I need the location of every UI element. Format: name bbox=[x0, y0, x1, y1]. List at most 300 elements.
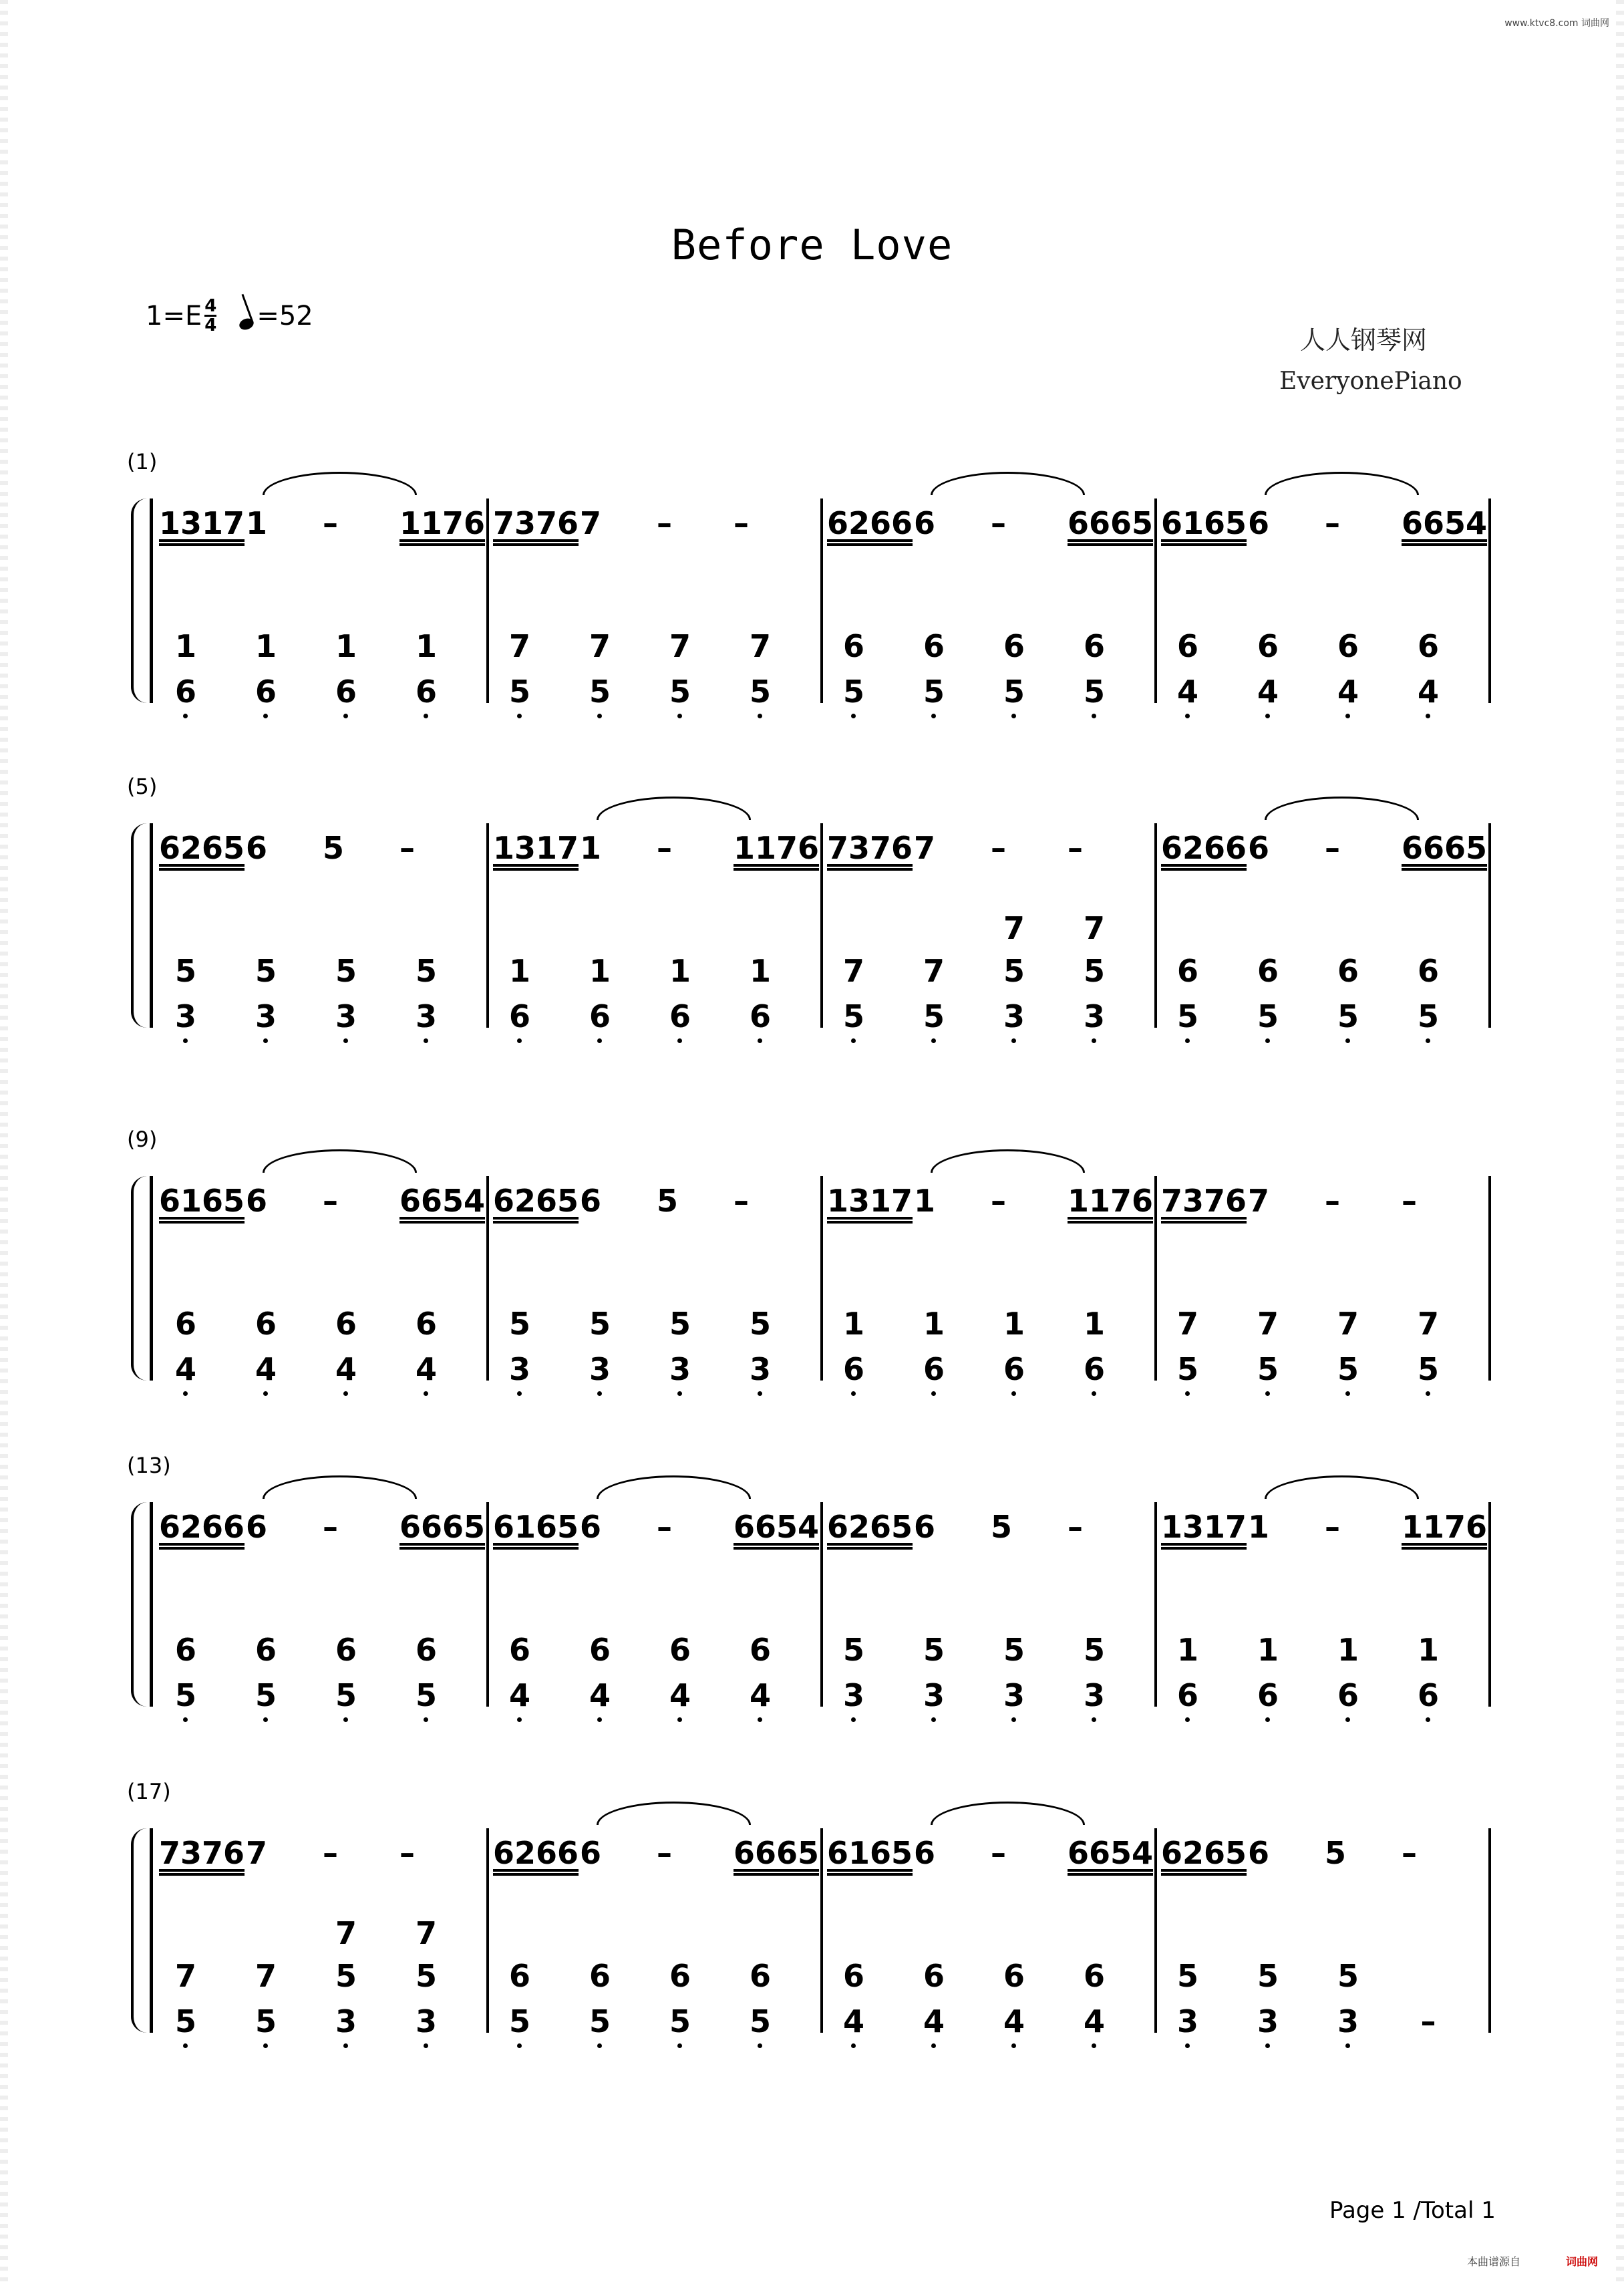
bass-note: 5 bbox=[1257, 998, 1279, 1034]
bass-note: 3 bbox=[1083, 998, 1105, 1034]
bass-note: 5 bbox=[255, 2003, 277, 2039]
treble-note: 6165 bbox=[159, 1183, 245, 1219]
bass-note: 6 bbox=[255, 674, 277, 710]
bass-note: 7 bbox=[749, 628, 771, 664]
brace-icon bbox=[131, 1176, 147, 1381]
end-barline bbox=[1488, 1176, 1491, 1381]
bass-note: 6 bbox=[1337, 953, 1359, 989]
bass-note: 5 bbox=[174, 1677, 196, 1713]
bass-note: 6 bbox=[174, 1632, 196, 1668]
bass-note: 6 bbox=[589, 998, 611, 1034]
bass-note: 5 bbox=[669, 2003, 691, 2039]
bass-note: 6 bbox=[335, 1632, 357, 1668]
barline bbox=[486, 1176, 489, 1381]
bass-note: 4 bbox=[923, 2003, 945, 2039]
treble-note: – bbox=[399, 1835, 415, 1871]
bass-note: 5 bbox=[174, 2003, 196, 2039]
bass-note: 5 bbox=[589, 1306, 611, 1342]
treble-note: 6 bbox=[580, 1183, 602, 1219]
bass-note: 6 bbox=[335, 1306, 357, 1342]
treble-note: 6 bbox=[580, 1509, 602, 1545]
barline bbox=[820, 1502, 823, 1707]
treble-note: 6265 bbox=[1161, 1835, 1247, 1871]
bass-note: 5 bbox=[415, 953, 437, 989]
bass-note: 6 bbox=[1003, 628, 1025, 664]
treble-note: 6 bbox=[246, 830, 268, 866]
treble-note: 7376 bbox=[493, 505, 579, 541]
bass-note: 3 bbox=[1257, 2003, 1279, 2039]
lower-octave-dot bbox=[1185, 1717, 1190, 1722]
bass-note: 4 bbox=[1003, 2003, 1025, 2039]
lower-octave-dot bbox=[1426, 714, 1430, 718]
lower-octave-dot bbox=[1011, 1717, 1016, 1722]
bass-note: 3 bbox=[749, 1351, 771, 1387]
bass-note: 6 bbox=[749, 1632, 771, 1668]
bass-note: 5 bbox=[1257, 1958, 1279, 1994]
bass-note: 1 bbox=[255, 628, 277, 664]
bass-note: 6 bbox=[669, 1958, 691, 1994]
slur-icon bbox=[931, 472, 1085, 495]
bass-note: 6 bbox=[749, 1958, 771, 1994]
lower-octave-dot bbox=[517, 1391, 522, 1396]
bass-note: 6 bbox=[842, 1958, 864, 1994]
bass-note: 1 bbox=[335, 628, 357, 664]
treble-note: 6265 bbox=[493, 1183, 579, 1219]
measure-number: (17) bbox=[127, 1779, 171, 1804]
treble-note: 6 bbox=[1248, 505, 1270, 541]
bass-note: 4 bbox=[335, 1351, 357, 1387]
bass-note: 1 bbox=[1176, 1632, 1198, 1668]
bass-note: 1 bbox=[589, 953, 611, 989]
bass-note: 6 bbox=[174, 674, 196, 710]
bass-note: 6 bbox=[508, 1958, 530, 1994]
lower-octave-dot bbox=[517, 2043, 522, 2048]
bass-note: 6 bbox=[174, 1306, 196, 1342]
treble-note: 1317 bbox=[827, 1183, 913, 1219]
bass-note: 7 bbox=[923, 953, 945, 989]
bass-note: 6 bbox=[255, 1632, 277, 1668]
bass-note: 6 bbox=[1083, 1351, 1105, 1387]
lower-octave-dot bbox=[597, 714, 602, 718]
bass-note: 4 bbox=[508, 1677, 530, 1713]
bass-note: 5 bbox=[589, 674, 611, 710]
lower-octave-dot bbox=[1185, 2043, 1190, 2048]
bass-note: 6 bbox=[842, 628, 864, 664]
lower-octave-dot bbox=[931, 1391, 936, 1396]
bass-note: 6 bbox=[1417, 628, 1439, 664]
bass-note: 3 bbox=[1003, 1677, 1025, 1713]
bass-note: 1 bbox=[669, 953, 691, 989]
page-number: Page 1 /Total 1 bbox=[1329, 2197, 1496, 2224]
treble-note: 1 bbox=[1248, 1509, 1270, 1545]
end-barline bbox=[1488, 1828, 1491, 2033]
treble-note: 7376 bbox=[159, 1835, 245, 1871]
bass-note: 4 bbox=[174, 1351, 196, 1387]
lower-octave-dot bbox=[343, 2043, 348, 2048]
slur-icon bbox=[597, 1802, 751, 1825]
lower-octave-dot bbox=[517, 714, 522, 718]
treble-note: – bbox=[399, 830, 415, 866]
lower-octave-dot bbox=[424, 1038, 428, 1043]
lower-octave-dot bbox=[931, 1038, 936, 1043]
bass-note: 3 bbox=[1176, 2003, 1198, 2039]
bass-note: 5 bbox=[1417, 998, 1439, 1034]
lower-octave-dot bbox=[1092, 2043, 1096, 2048]
barline bbox=[1154, 1502, 1157, 1707]
bass-note: 6 bbox=[749, 998, 771, 1034]
lower-octave-dot bbox=[343, 1038, 348, 1043]
bass-note: 3 bbox=[1003, 998, 1025, 1034]
bass-note: 5 bbox=[255, 953, 277, 989]
grand-staff-line bbox=[150, 1502, 153, 1707]
lower-octave-dot bbox=[851, 2043, 856, 2048]
tempo-marking bbox=[146, 297, 313, 334]
bass-note: 4 bbox=[1083, 2003, 1105, 2039]
bass-note: 5 bbox=[842, 1632, 864, 1668]
treble-note: 7 bbox=[246, 1835, 268, 1871]
lower-octave-dot bbox=[1265, 1038, 1270, 1043]
lower-octave-dot bbox=[263, 1391, 268, 1396]
bass-note: 6 bbox=[1337, 1677, 1359, 1713]
end-barline bbox=[1488, 1502, 1491, 1707]
treble-note: 6266 bbox=[159, 1509, 245, 1545]
barline bbox=[486, 1828, 489, 2033]
bass-note: 1 bbox=[749, 953, 771, 989]
lower-octave-dot bbox=[424, 2043, 428, 2048]
lower-octave-dot bbox=[1345, 2043, 1350, 2048]
treble-note: – bbox=[323, 505, 338, 541]
lower-octave-dot bbox=[931, 2043, 936, 2048]
bass-note: 5 bbox=[1337, 1958, 1359, 1994]
lower-octave-dot bbox=[758, 1717, 762, 1722]
lower-octave-dot bbox=[1185, 714, 1190, 718]
lower-octave-dot bbox=[1185, 1391, 1190, 1396]
treble-note: 1176 bbox=[399, 505, 486, 541]
treble-note: 1176 bbox=[734, 830, 820, 866]
left-edge-pattern bbox=[0, 0, 8, 2284]
tempo-value: =52 bbox=[257, 300, 313, 331]
lower-octave-dot bbox=[1345, 1717, 1350, 1722]
lower-octave-dot bbox=[183, 1717, 188, 1722]
lower-octave-dot bbox=[1265, 2043, 1270, 2048]
treble-note: 6 bbox=[914, 1835, 936, 1871]
bass-note: 5 bbox=[255, 1677, 277, 1713]
bass-note: 6 bbox=[1176, 628, 1198, 664]
treble-note: 6 bbox=[914, 505, 936, 541]
bass-note: 1 bbox=[415, 628, 437, 664]
grand-staff-line bbox=[150, 823, 153, 1028]
treble-note: 1176 bbox=[1068, 1183, 1154, 1219]
bass-note: 6 bbox=[923, 628, 945, 664]
end-barline bbox=[1488, 498, 1491, 703]
bass-note: 5 bbox=[842, 998, 864, 1034]
lower-octave-dot bbox=[1092, 1038, 1096, 1043]
treble-note: – bbox=[991, 505, 1006, 541]
lower-octave-dot bbox=[263, 714, 268, 718]
bass-note: 5 bbox=[1003, 1632, 1025, 1668]
treble-note: 6266 bbox=[493, 1835, 579, 1871]
lower-octave-dot bbox=[424, 1391, 428, 1396]
treble-note: 7376 bbox=[1161, 1183, 1247, 1219]
lower-octave-dot bbox=[1345, 1391, 1350, 1396]
bass-note: 3 bbox=[255, 998, 277, 1034]
bass-note: 1 bbox=[1003, 1306, 1025, 1342]
bass-note: 5 bbox=[1083, 1632, 1105, 1668]
bass-note: 6 bbox=[589, 1958, 611, 1994]
lower-octave-dot bbox=[851, 1391, 856, 1396]
bass-note: 4 bbox=[1257, 674, 1279, 710]
treble-note: 6 bbox=[1248, 830, 1270, 866]
lower-octave-dot bbox=[263, 1717, 268, 1722]
treble-note: 6266 bbox=[827, 505, 913, 541]
lower-octave-dot bbox=[851, 1717, 856, 1722]
bass-note: 5 bbox=[923, 1632, 945, 1668]
bass-note: 6 bbox=[1083, 1958, 1105, 1994]
lower-octave-dot bbox=[1426, 1038, 1430, 1043]
bass-note: 5 bbox=[335, 1677, 357, 1713]
treble-note: – bbox=[734, 1183, 749, 1219]
lower-octave-dot bbox=[263, 2043, 268, 2048]
lower-octave-dot bbox=[758, 714, 762, 718]
lower-octave-dot bbox=[183, 1038, 188, 1043]
site-watermark-top: www.ktvc8.com 词曲网 bbox=[1504, 18, 1609, 29]
site-logo-bottom: 词曲网 bbox=[1566, 2255, 1599, 2268]
bass-note: 3 bbox=[1083, 1677, 1105, 1713]
treble-note: 6654 bbox=[1068, 1835, 1154, 1871]
lower-octave-dot bbox=[931, 714, 936, 718]
bass-note: 5 bbox=[589, 2003, 611, 2039]
lower-octave-dot bbox=[343, 1391, 348, 1396]
lower-octave-dot bbox=[1011, 1391, 1016, 1396]
bass-note: 5 bbox=[508, 674, 530, 710]
lower-octave-dot bbox=[758, 1038, 762, 1043]
site-source-label: 本曲谱源自 bbox=[1467, 2255, 1521, 2268]
quarter-note-icon bbox=[238, 316, 255, 331]
brace-icon bbox=[131, 1502, 147, 1707]
treble-note: 6 bbox=[580, 1835, 602, 1871]
treble-note: 6654 bbox=[734, 1509, 820, 1545]
bass-note: 5 bbox=[335, 1958, 357, 1994]
bass-note: 1 bbox=[923, 1306, 945, 1342]
bass-note: 4 bbox=[415, 1351, 437, 1387]
barline bbox=[1154, 1828, 1157, 2033]
treble-note: – bbox=[991, 1183, 1006, 1219]
barline bbox=[486, 498, 489, 703]
bass-note: 5 bbox=[508, 2003, 530, 2039]
treble-note: 1317 bbox=[159, 505, 245, 541]
bass-note: 7 bbox=[174, 1958, 196, 1994]
bass-note: 5 bbox=[1176, 1958, 1198, 1994]
lower-octave-dot bbox=[931, 1717, 936, 1722]
credit-cn: 人人钢琴网 bbox=[1300, 325, 1428, 355]
treble-note: – bbox=[991, 830, 1006, 866]
bass-note: 3 bbox=[335, 2003, 357, 2039]
bass-note: 7 bbox=[842, 953, 864, 989]
lower-octave-dot bbox=[183, 2043, 188, 2048]
bass-note: 7 bbox=[255, 1958, 277, 1994]
lower-octave-dot bbox=[1265, 714, 1270, 718]
lower-octave-dot bbox=[1345, 1038, 1350, 1043]
lower-octave-dot bbox=[677, 2043, 682, 2048]
bass-note: 7 bbox=[1176, 1306, 1198, 1342]
bass-note: 4 bbox=[1417, 674, 1439, 710]
treble-note: – bbox=[657, 1509, 672, 1545]
brace-icon bbox=[131, 498, 147, 703]
bass-note: 5 bbox=[174, 953, 196, 989]
slur-icon bbox=[263, 472, 417, 495]
treble-note: 7376 bbox=[827, 830, 913, 866]
barline bbox=[1154, 498, 1157, 703]
bass-note: 6 bbox=[589, 1632, 611, 1668]
bass-note: 5 bbox=[1176, 1351, 1198, 1387]
bass-note: 7 bbox=[1257, 1306, 1279, 1342]
lower-octave-dot bbox=[1345, 714, 1350, 718]
bass-note: 7 bbox=[415, 1915, 437, 1951]
treble-note: 1317 bbox=[493, 830, 579, 866]
lower-octave-dot bbox=[597, 1391, 602, 1396]
treble-note: 5 bbox=[657, 1183, 679, 1219]
bass-note: 5 bbox=[335, 953, 357, 989]
bass-note: 5 bbox=[415, 1958, 437, 1994]
slur-icon bbox=[263, 1149, 417, 1173]
bass-note: 3 bbox=[508, 1351, 530, 1387]
bass-note: 1 bbox=[842, 1306, 864, 1342]
treble-note: 6165 bbox=[493, 1509, 579, 1545]
bass-note: 5 bbox=[1337, 1351, 1359, 1387]
lower-octave-dot bbox=[517, 1717, 522, 1722]
lower-octave-dot bbox=[677, 1038, 682, 1043]
bass-note: 6 bbox=[1257, 953, 1279, 989]
lower-octave-dot bbox=[1011, 2043, 1016, 2048]
bass-note: 3 bbox=[415, 2003, 437, 2039]
treble-note: 6266 bbox=[1161, 830, 1247, 866]
slur-icon bbox=[931, 1149, 1085, 1173]
end-barline bbox=[1488, 823, 1491, 1028]
lower-octave-dot bbox=[1092, 1717, 1096, 1722]
barline bbox=[820, 823, 823, 1028]
treble-note: 6665 bbox=[1068, 505, 1154, 541]
treble-note: – bbox=[734, 505, 749, 541]
bass-note: 6 bbox=[1337, 628, 1359, 664]
lower-octave-dot bbox=[1265, 1717, 1270, 1722]
bass-note: 4 bbox=[1176, 674, 1198, 710]
lower-octave-dot bbox=[263, 1038, 268, 1043]
credit-en: EveryonePiano bbox=[1279, 368, 1462, 395]
bass-note: 5 bbox=[1417, 1351, 1439, 1387]
lower-octave-dot bbox=[677, 714, 682, 718]
barline bbox=[1154, 1176, 1157, 1381]
treble-note: – bbox=[1068, 830, 1083, 866]
lower-octave-dot bbox=[1426, 1717, 1430, 1722]
measure-number: (5) bbox=[127, 774, 158, 799]
lower-octave-dot bbox=[597, 1717, 602, 1722]
treble-note: 1317 bbox=[1161, 1509, 1247, 1545]
treble-note: – bbox=[1402, 1835, 1417, 1871]
bass-note: 7 bbox=[335, 1915, 357, 1951]
lower-octave-dot bbox=[343, 714, 348, 718]
bass-note: 6 bbox=[669, 998, 691, 1034]
treble-note: 6654 bbox=[1402, 505, 1488, 541]
bass-note: 7 bbox=[508, 628, 530, 664]
measure-number: (1) bbox=[127, 449, 158, 474]
bass-note: 6 bbox=[1257, 628, 1279, 664]
right-edge-pattern bbox=[1616, 0, 1624, 2284]
treble-note: 6665 bbox=[1402, 830, 1488, 866]
treble-note: 6665 bbox=[734, 1835, 820, 1871]
bass-note: 3 bbox=[415, 998, 437, 1034]
lower-octave-dot bbox=[183, 714, 188, 718]
treble-note: – bbox=[1325, 1183, 1340, 1219]
barline bbox=[486, 1502, 489, 1707]
bass-note: 5 bbox=[923, 674, 945, 710]
treble-note: – bbox=[323, 1183, 338, 1219]
page-title: Before Love bbox=[671, 221, 953, 269]
bass-note: 6 bbox=[1176, 953, 1198, 989]
bass-note: 6 bbox=[1083, 628, 1105, 664]
bass-note: 5 bbox=[508, 1306, 530, 1342]
treble-note: 1176 bbox=[1402, 1509, 1488, 1545]
treble-note: 7 bbox=[1248, 1183, 1270, 1219]
grand-staff-line bbox=[150, 1176, 153, 1381]
lower-octave-dot bbox=[517, 1038, 522, 1043]
treble-note: – bbox=[1325, 1509, 1340, 1545]
treble-note: 6 bbox=[914, 1509, 936, 1545]
slur-icon bbox=[1265, 797, 1419, 820]
slur-icon bbox=[597, 1475, 751, 1499]
bass-note: 5 bbox=[669, 1306, 691, 1342]
bass-note: 6 bbox=[1257, 1677, 1279, 1713]
barline bbox=[820, 1176, 823, 1381]
bass-note: 6 bbox=[923, 1958, 945, 1994]
bass-note: 3 bbox=[842, 1677, 864, 1713]
lower-octave-dot bbox=[597, 1038, 602, 1043]
bass-note: 6 bbox=[415, 1632, 437, 1668]
bass-note: 1 bbox=[1257, 1632, 1279, 1668]
lower-octave-dot bbox=[1426, 1391, 1430, 1396]
bass-note: 3 bbox=[589, 1351, 611, 1387]
bass-note: 5 bbox=[1176, 998, 1198, 1034]
barline bbox=[820, 1828, 823, 2033]
bass-note: 1 bbox=[1337, 1632, 1359, 1668]
bass-note: 5 bbox=[1337, 998, 1359, 1034]
grand-staff-line bbox=[150, 1828, 153, 2033]
lower-octave-dot bbox=[758, 1391, 762, 1396]
lower-octave-dot bbox=[1011, 1038, 1016, 1043]
lower-octave-dot bbox=[851, 714, 856, 718]
bass-note: 5 bbox=[669, 674, 691, 710]
bass-note: 7 bbox=[1003, 910, 1025, 946]
bass-note: 5 bbox=[749, 1306, 771, 1342]
treble-note: – bbox=[657, 830, 672, 866]
treble-note: 6 bbox=[246, 1509, 268, 1545]
bass-note: 4 bbox=[589, 1677, 611, 1713]
bass-note: 3 bbox=[923, 1677, 945, 1713]
brace-icon bbox=[131, 1828, 147, 2033]
treble-note: 6 bbox=[1248, 1835, 1270, 1871]
slur-icon bbox=[931, 1802, 1085, 1825]
bass-note: 5 bbox=[749, 674, 771, 710]
treble-note: 6 bbox=[246, 1183, 268, 1219]
treble-note: 5 bbox=[323, 830, 345, 866]
bass-note: 3 bbox=[174, 998, 196, 1034]
treble-note: 7 bbox=[580, 505, 602, 541]
slur-icon bbox=[263, 1475, 417, 1499]
lower-octave-dot bbox=[343, 1717, 348, 1722]
slur-icon bbox=[1265, 472, 1419, 495]
treble-note: 1 bbox=[914, 1183, 936, 1219]
treble-note: – bbox=[323, 1509, 338, 1545]
treble-note: – bbox=[657, 505, 672, 541]
